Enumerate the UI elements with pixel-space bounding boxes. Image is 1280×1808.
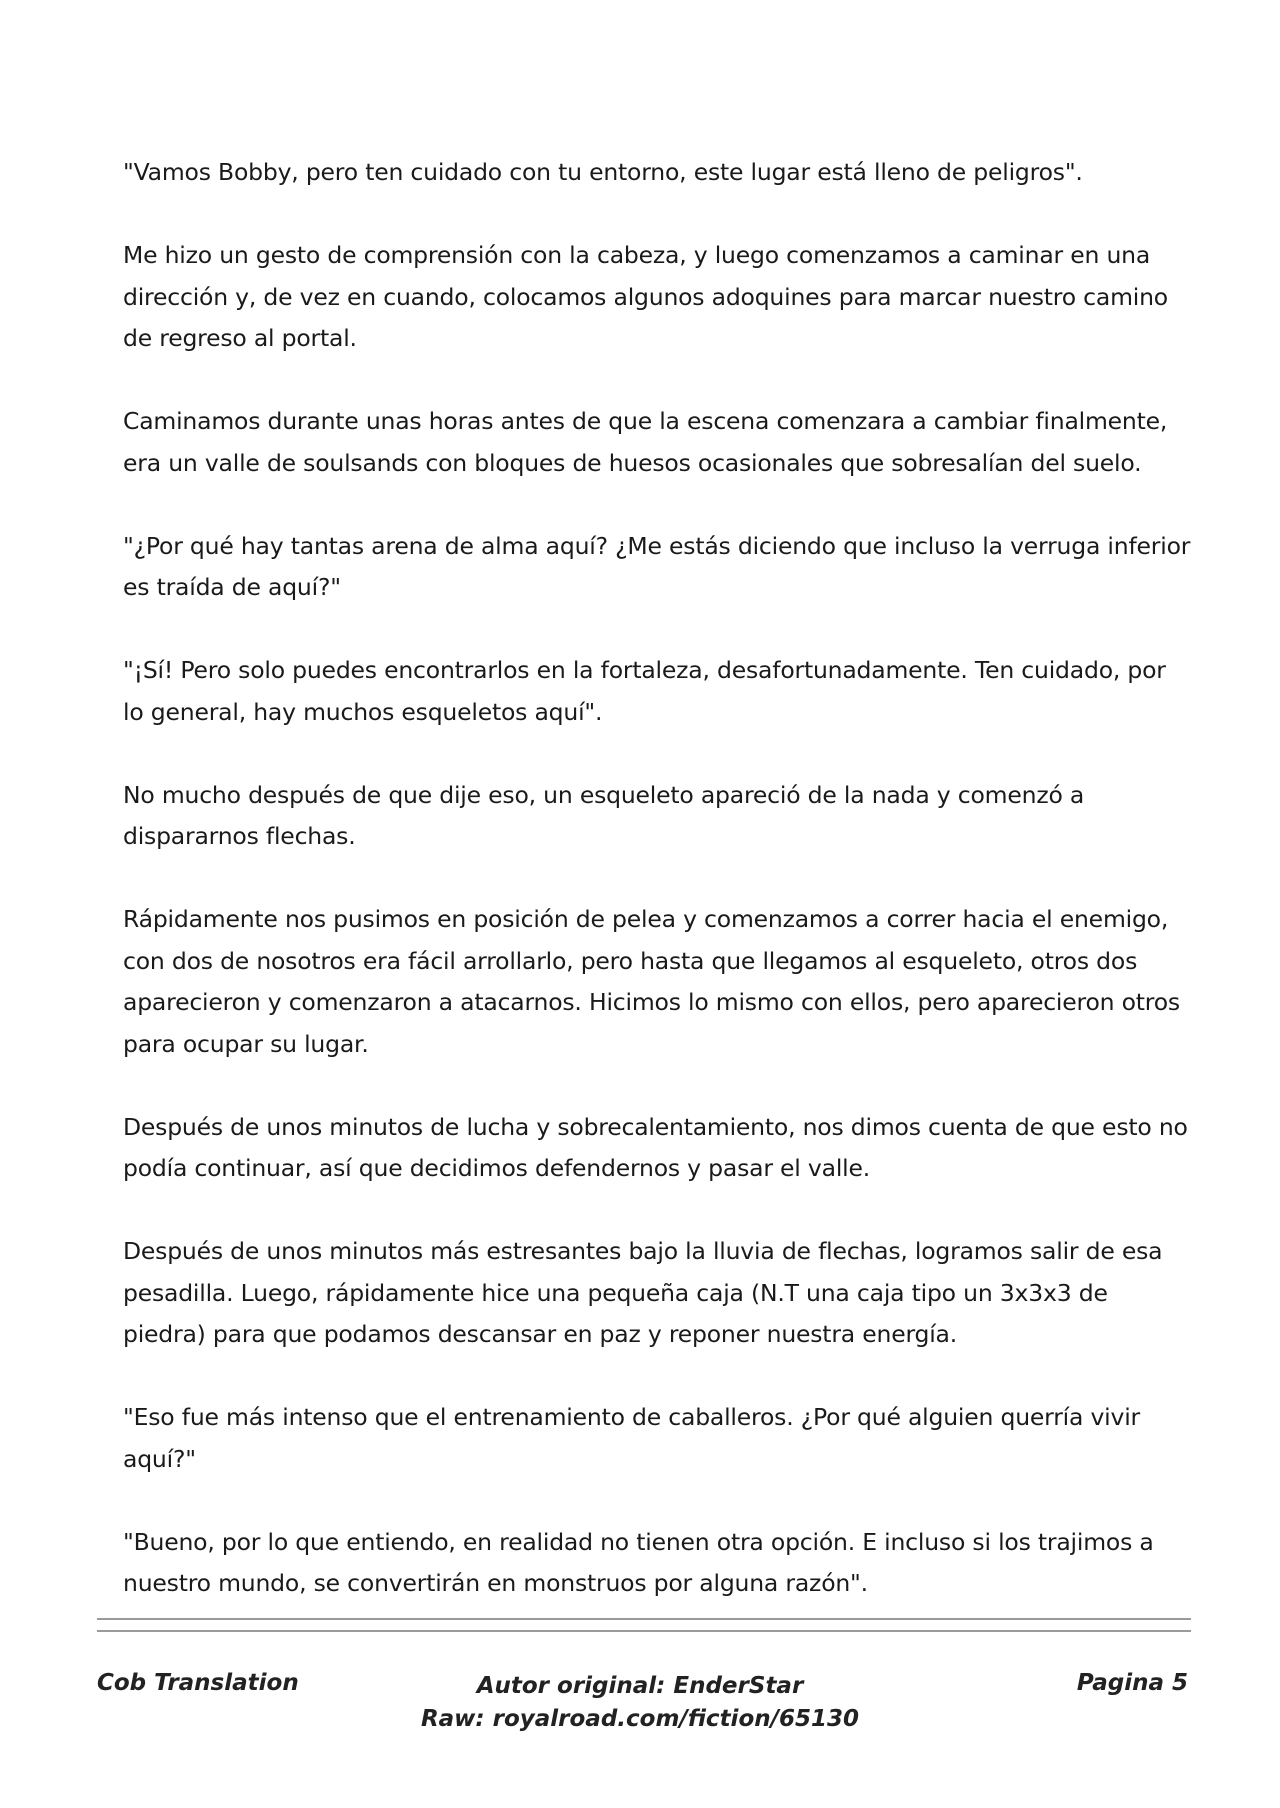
footer-translator: Cob Translation <box>97 1670 299 1696</box>
paragraph: Después de unos minutos de lucha y sobrecalentamiento, nos dimos cuenta de que esto no podía continuar, así que decidimos defendernos y pasar el valle. <box>123 1112 1188 1182</box>
paragraph: "Vamos Bobby, pero ten cuidado con tu entorno, este lugar está lleno de peligros". <box>123 158 1083 186</box>
paragraph: Caminamos durante unas horas antes de que la escena comenzara a cambiar finalmente, era un valle de soulsands con bloques de huesos ocasionales que sobresalían del suelo. <box>123 407 1168 477</box>
footer-divider <box>97 1630 1191 1632</box>
paragraph: "¿Por qué hay tantas arena de alma aquí? ¿Me estás diciendo que incluso la verruga inferior es traída de aquí?" <box>123 531 1191 601</box>
page-body <box>123 152 1193 1646</box>
paragraph: "Eso fue más intenso que el entrenamiento de caballeros. ¿Por qué alguien querría vivir aquí?" <box>123 1403 1140 1473</box>
footer-divider <box>97 1618 1191 1620</box>
paragraph: Después de unos minutos más estresantes bajo la lluvia de flechas, logramos salir de esa pesadilla. Luego, rápidamente hice una pequeña caja (N.T una caja tipo un 3x3x3 de piedra) para que podamos descansar en paz y reponer nuestra energía. <box>123 1237 1163 1348</box>
paragraph: No mucho después de que dije eso, un esqueleto apareció de la nada y comenzó a dispararnos flechas. <box>123 780 1085 850</box>
paragraph: Rápidamente nos pusimos en posición de pelea y comenzamos a correr hacia el enemigo, con dos de nosotros era fácil arrollarlo, pero hasta que llegamos al esqueleto, otros dos aparecieron y comenzaron a atacarnos. Hicimos lo mismo con ellos, pero aparecieron otros para ocupar su lugar. <box>123 905 1180 1058</box>
footer-author: Autor original: EnderStar <box>476 1673 804 1699</box>
paragraph: "Bueno, por lo que entiendo, en realidad no tienen otra opción. E incluso si los trajimos a nuestro mundo, se convertirán en monstruos por alguna razón". <box>123 1527 1154 1597</box>
paragraph: Me hizo un gesto de comprensión con la cabeza, y luego comenzamos a caminar en una dirección y, de vez en cuando, colocamos algunos adoquines para marcar nuestro camino de regreso al portal. <box>123 241 1168 352</box>
footer-raw-source: Raw: royalroad.com/fiction/65130 <box>420 1706 860 1732</box>
page-number: Pagina 5 <box>1076 1670 1188 1696</box>
paragraph: "¡Sí! Pero solo puedes encontrarlos en la fortaleza, desafortunadamente. Ten cuidado, por lo general, hay muchos esqueletos aquí". <box>123 656 1166 726</box>
